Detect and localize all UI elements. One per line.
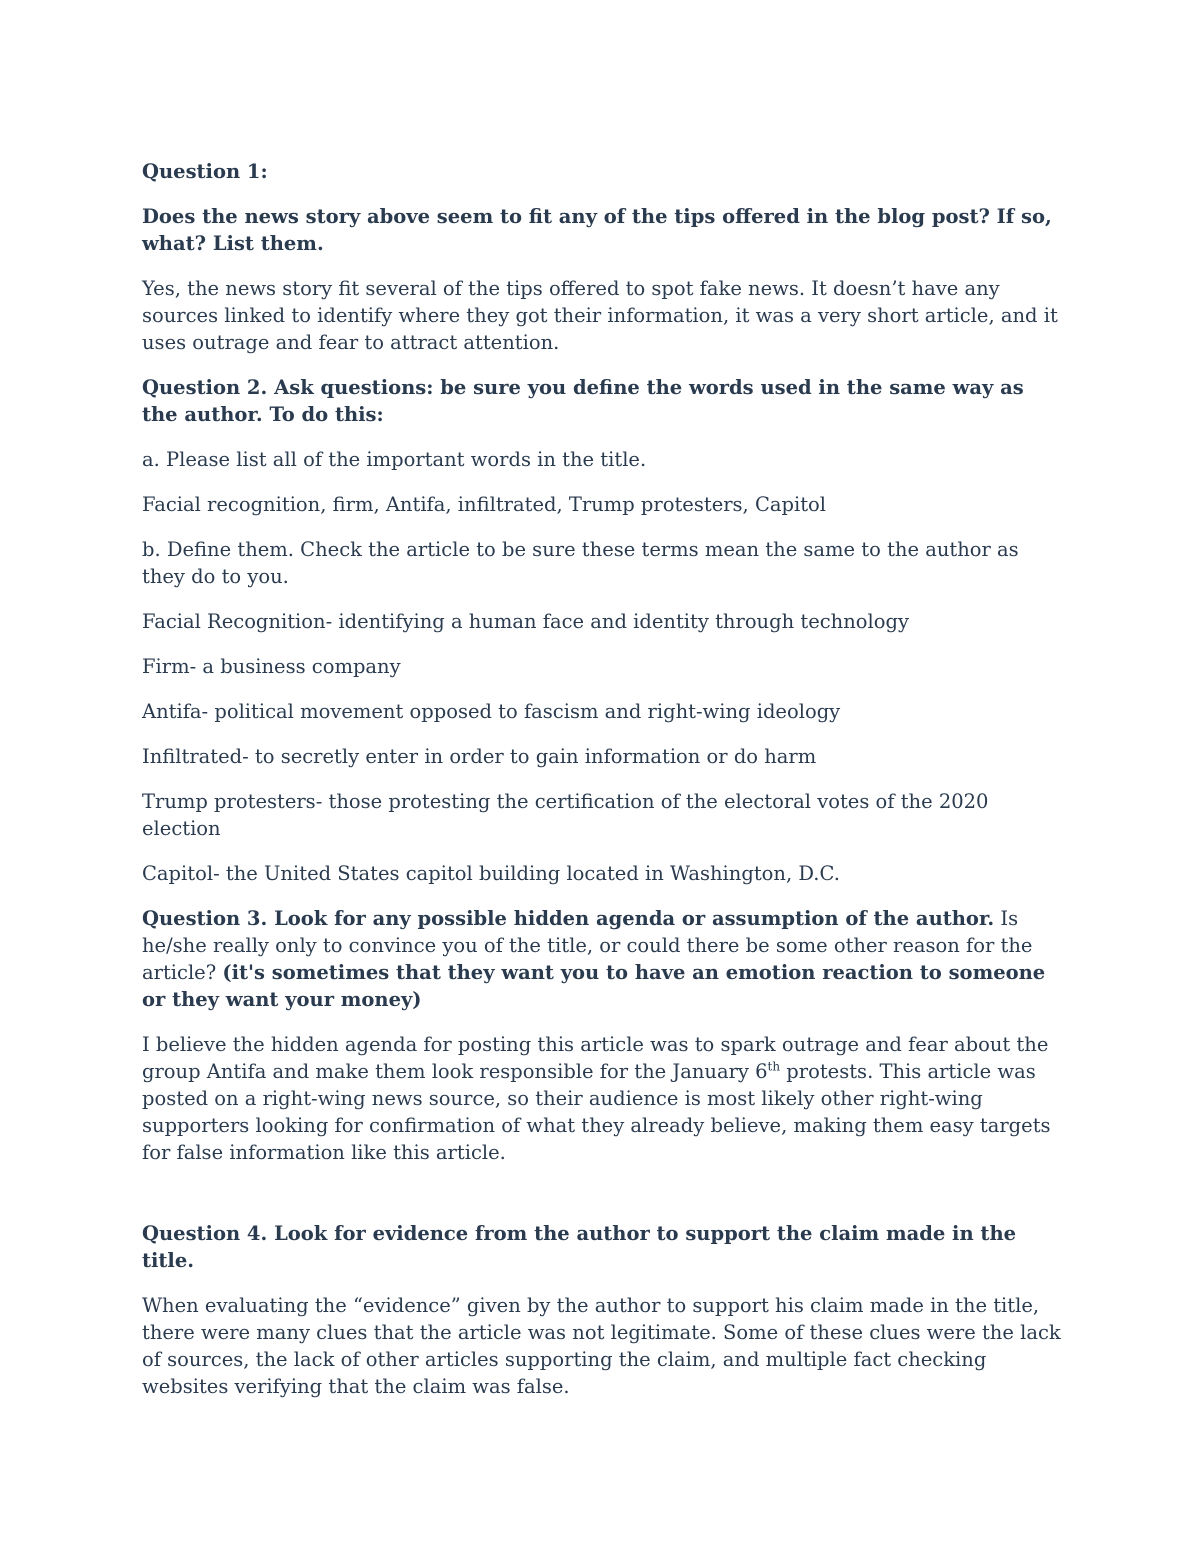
definition-infiltrated: Infiltrated- to secretly enter in order to gain information or do harm	[142, 745, 817, 768]
q3-answer-part1: I believe the hidden agenda for posting this article was to spark outrage and fear about the group Antifa and make them look responsible for the January 6	[142, 1033, 1049, 1083]
q1-answer: Yes, the news story fit several of the tips offered to spot fake news. It doesn’t have any sources linked to identify where they got their information, it was a very short article, and it uses outrage and fear to attract attention.	[142, 277, 1058, 354]
q2-words-list: Facial recognition, firm, Antifa, infiltrated, Trump protesters, Capitol	[142, 493, 827, 516]
definition-capitol: Capitol- the United States capitol building located in Washington, D.C.	[142, 862, 840, 885]
q1-heading: Question 1:	[142, 160, 268, 183]
q3-answer	[142, 1031, 1062, 1166]
q2-part-a: a. Please list all of the important words in the title.	[142, 448, 647, 471]
q3-prompt-regular: Is he/she really only to convince you of the title, or could there be some other reason for the article?	[142, 907, 1033, 984]
q2-part-b: b. Define them. Check the article to be sure these terms mean the same to the author as they do to you.	[142, 538, 1019, 588]
definition-facial-recognition: Facial Recognition- identifying a human face and identity through technology	[142, 610, 909, 633]
definition-antifa: Antifa- political movement opposed to fascism and right-wing ideology	[142, 700, 841, 723]
blank-space	[142, 1184, 1062, 1220]
q4-prompt: Question 4. Look for evidence from the author to support the claim made in the title.	[142, 1222, 1017, 1272]
document-page	[142, 158, 1062, 1418]
q3-answer-superscript: th	[767, 1059, 781, 1074]
q4-answer: When evaluating the “evidence” given by the author to support his claim made in the title, there were many clues that the article was not legitimate. Some of these clues were the lack of sources, the lack of other articles supporting the claim, and multiple fact checking websites verifying that the claim was false.	[142, 1294, 1061, 1398]
definition-firm: Firm- a business company	[142, 655, 401, 678]
q2-prompt: Question 2. Ask questions: be sure you define the words used in the same way as the author. To do this:	[142, 376, 1024, 426]
q3-prompt	[142, 905, 1062, 1013]
q3-prompt-bold-end: (it's sometimes that they want you to have an emotion reaction to someone or they want your money)	[142, 961, 1046, 1011]
q1-prompt: Does the news story above seem to fit any of the tips offered in the blog post? If so, what? List them.	[142, 205, 1052, 255]
q3-prompt-bold: Question 3. Look for any possible hidden agenda or assumption of the author.	[142, 907, 995, 930]
definition-trump-protesters: Trump protesters- those protesting the certification of the electoral votes of the 2020 election	[142, 790, 989, 840]
q3-answer-part2: protests. This article was posted on a right-wing news source, so their audience is most likely other right-wing supporters looking for confirmation of what they already believe, making them easy targets for false information like this article.	[142, 1060, 1051, 1164]
